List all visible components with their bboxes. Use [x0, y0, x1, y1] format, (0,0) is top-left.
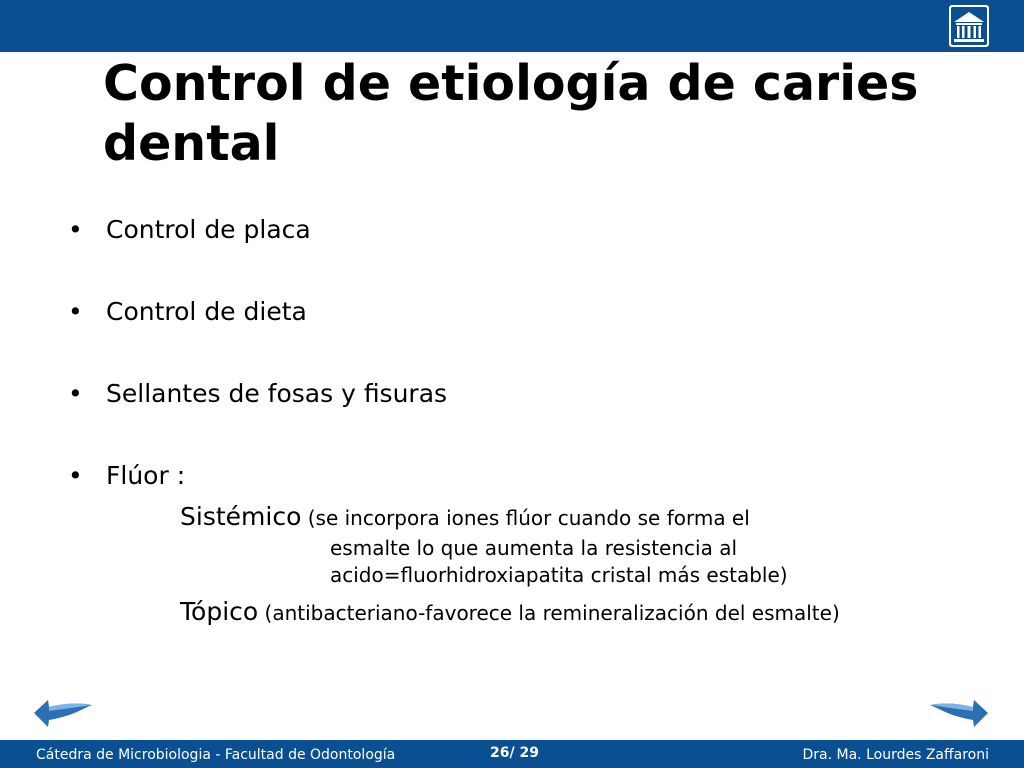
sistemico-detail-line1: (se incorpora iones flúor cuando se forma el: [307, 506, 750, 530]
bullet-text: Control de dieta: [106, 297, 307, 326]
topico-line: [180, 598, 840, 627]
sistemico-detail-line2: esmalte lo que aumenta la resistencia al: [330, 536, 738, 560]
sistemico-line: [180, 503, 750, 532]
slide-title: Control de etiología de caries dental: [103, 55, 919, 172]
bullet-text: Control de placa: [106, 215, 311, 244]
bullet-item-control-dieta: • Control de dieta: [68, 297, 307, 326]
university-building-icon: [948, 4, 990, 48]
bullet-item-fluor: • Flúor :: [68, 461, 186, 490]
top-bar: [0, 0, 1024, 52]
sistemico-label: Sistémico: [180, 502, 302, 531]
topico-label: Tópico: [180, 597, 259, 626]
footer-department: Cátedra de Microbiologia - Facultad de Odontología: [36, 747, 396, 763]
footer-author: Dra. Ma. Lourdes Zaffaroni: [802, 747, 989, 763]
bullet-item-control-placa: • Control de placa: [68, 215, 311, 244]
page-number: 26/ 29: [490, 745, 539, 761]
arrow-left-icon[interactable]: [32, 696, 94, 730]
footer-bar: [0, 740, 1024, 768]
bullet-text: Sellantes de fosas y fisuras: [106, 379, 448, 408]
bullet-item-sellantes: • Sellantes de fosas y fisuras: [68, 379, 448, 408]
bullet-text: Flúor :: [106, 461, 186, 490]
topico-detail: (antibacteriano-favorece la remineralización del esmalte): [264, 601, 840, 625]
sistemico-detail-line3: acido=fluorhidroxiapatita cristal más estable): [330, 563, 788, 587]
arrow-right-icon[interactable]: [928, 696, 990, 730]
